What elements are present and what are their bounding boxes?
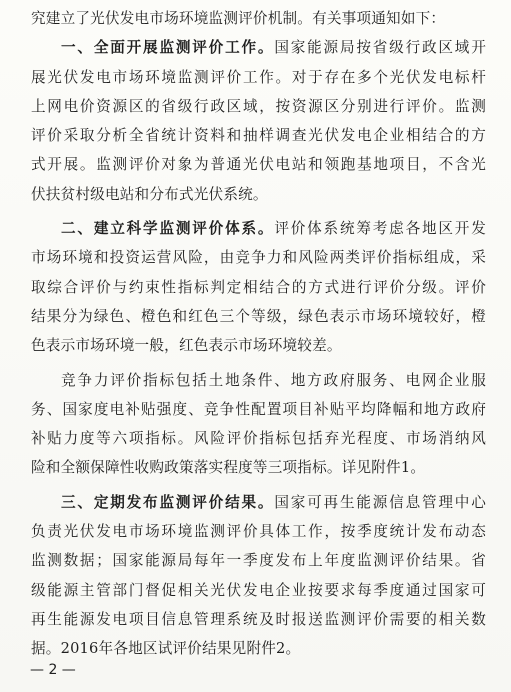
text-line	[31, 33, 486, 62]
line-text: 式开展。监测评价对象为普通光伏电站和领跑基地项目，不含光	[31, 156, 486, 174]
section-heading: 三、定期发布监测评价结果。	[61, 493, 275, 511]
line-text: 据。2016年各地区试评价结果见附件2。	[31, 640, 301, 658]
line-text: 国家能源局按省级行政区域开	[274, 39, 486, 57]
text-line	[31, 331, 486, 360]
line-text: 国家可再生能源信息管理中心	[274, 493, 486, 511]
text-line	[31, 4, 486, 33]
line-text: 监测数据；国家能源局每年一季度发布上年度监测评价结果。省	[31, 552, 486, 570]
text-line	[31, 121, 486, 150]
text-line	[31, 273, 486, 302]
text-line	[31, 366, 486, 395]
line-text: 险和全额保障性收购政策落实程度等三项指标。详见附件1。	[31, 459, 426, 477]
line-text: 上网电价资源区的省级行政区域，按资源区分别进行评价。监测	[31, 97, 486, 115]
text-line	[31, 634, 486, 663]
line-text: 取综合评价与约束性指标判定相结合的方式进行评价分级。评价	[31, 278, 486, 296]
text-line	[31, 395, 486, 424]
text-line	[31, 243, 486, 272]
text-line	[31, 453, 486, 482]
line-text: 究建立了光伏发电市场环境监测评价机制。有关事项通知如下：	[31, 10, 446, 27]
line-text: 展光伏发电市场环境监测评价工作。对于存在多个光伏发电标杆	[31, 68, 486, 86]
text-line	[31, 576, 486, 605]
line-text: 竞争力评价指标包括土地条件、地方政府服务、电网企业服	[61, 371, 486, 389]
line-text: 市场环境和投资运营风险，由竞争力和风险两类评价指标组成，采	[31, 249, 486, 267]
page-number: — 2 —	[30, 662, 76, 678]
text-line	[31, 180, 486, 209]
line-text: 级能源主管部门督促相关光伏发电企业按要求每季度通过国家可	[31, 581, 486, 599]
section-heading: 一、全面开展监测评价工作。	[61, 39, 275, 57]
text-line	[31, 488, 486, 517]
text-line	[31, 302, 486, 331]
text-line	[31, 214, 486, 243]
text-line	[31, 150, 486, 179]
line-text: 色表示市场环境一般，红色表示市场环境较差。	[31, 337, 342, 355]
text-line	[31, 517, 486, 546]
line-text: 伏扶贫村级电站和分布式光伏系统。	[31, 185, 268, 203]
line-text: 评价采取分析全省统计资料和抽样调查光伏发电企业相结合的方	[31, 127, 486, 145]
line-text: 补贴力度等六项指标。风险评价指标包括弃光程度、市场消纳风	[31, 430, 486, 448]
text-line	[31, 63, 486, 92]
text-line	[31, 424, 486, 453]
line-text: 结果分为绿色、橙色和红色三个等级，绿色表示市场环境较好，橙	[31, 307, 486, 325]
text-line	[31, 546, 486, 575]
section-heading: 二、建立科学监测评价体系。	[61, 220, 275, 238]
text-line	[31, 92, 486, 121]
text-line	[31, 605, 486, 634]
line-text: 务、国家度电补贴强度、竞争性配置项目补贴平均降幅和地方政府	[31, 400, 486, 418]
document-body	[31, 4, 486, 664]
line-text: 负责光伏发电市场环境监测评价具体工作，按季度统计发布动态	[31, 523, 486, 541]
line-text: 再生能源发电项目信息管理系统及时报送监测评价需要的相关数	[31, 610, 486, 628]
line-text: 评价体系统筹考虑各地区开发	[274, 220, 486, 238]
